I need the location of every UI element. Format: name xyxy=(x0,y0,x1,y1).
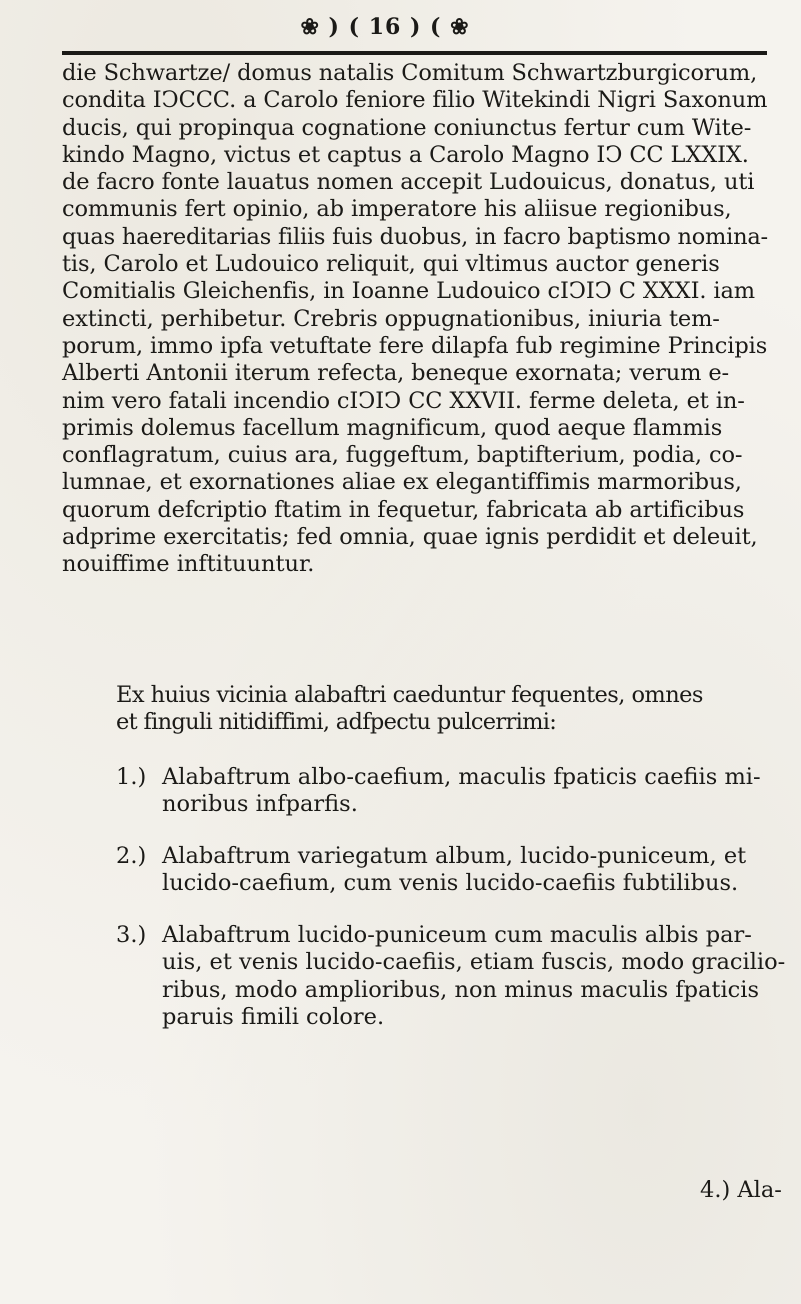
text-line: ribus, modo amplioribus, non minus maculis fpaticis xyxy=(162,976,760,1003)
list-item-number: 3.) xyxy=(116,922,147,948)
text-line: adprime exercitatis; fed omnia, quae ignis perdidit et deleuit, xyxy=(62,524,758,551)
text-line: extincti, perhibetur. Crebris oppugnationibus, iniuria tem- xyxy=(62,305,720,332)
list-item xyxy=(116,843,780,898)
text-line: die Schwartze/ domus natalis Comitum Schwartzburgicorum, xyxy=(62,60,758,86)
text-line: Comitialis Gleichenfis, in Ioanne Ludouico cIↃIↃ C XXXI. iam xyxy=(62,278,756,305)
list-item-number: 1.) xyxy=(116,764,147,790)
text-line: lumnae, et exornationes aliae ex elegantiffimis marmoribus, xyxy=(62,469,742,496)
text-line: quorum defcriptio ftatim in fequetur, fabricata ab artificibus xyxy=(62,496,745,523)
text-line: Alabaftrum lucido-puniceum cum maculis albis par- xyxy=(162,922,752,948)
text-line: et finguli nitidiffimi, adfpectu pulcerrimi: xyxy=(116,709,557,736)
text-line: condita IↃCCC. a Carolo feniore filio Witekindi Nigri Saxonum xyxy=(62,87,768,114)
text-line: conflagratum, cuius ara, fuggeftum, baptifterium, podia, co- xyxy=(62,442,743,469)
text-line: lucido-caefium, cum venis lucido-caefiis fubtilibus. xyxy=(162,870,739,897)
page-number: 16 xyxy=(368,14,402,40)
right-ornament-icon: ❀ xyxy=(450,14,470,40)
text-line: Alberti Antonii iterum refecta, beneque exornata; verum e- xyxy=(62,360,730,387)
text-line: quas haereditarias filiis fuis duobus, in facro baptismo nomina- xyxy=(62,223,768,250)
text-line: communis fert opinio, ab imperatore his aliisue regionibus, xyxy=(62,196,732,223)
left-ornament-icon: ❀ xyxy=(300,14,320,40)
text-line: primis dolemus facellum magnificum, quod aeque flammis xyxy=(62,414,723,441)
text-line: kindo Magno, victus et captus a Carolo Magno IↃ CC LXXIX. xyxy=(62,141,749,168)
text-line: nouiffime inftituuntur. xyxy=(62,551,315,578)
paragraph-main xyxy=(62,60,774,579)
text-line: uis, et venis lucido-caefiis, etiam fuscis, modo gracilio- xyxy=(162,949,786,976)
text-line: Ex huius vicinia alabaftri caeduntur fequentes, omnes xyxy=(116,682,703,708)
text-line: tis, Carolo et Ludouico reliquit, qui vltimus auctor generis xyxy=(62,251,720,278)
header-rule xyxy=(62,51,767,55)
text-line: Alabaftrum variegatum album, lucido-puniceum, et xyxy=(162,843,747,869)
paragraph-intro-list xyxy=(116,682,776,737)
list-item xyxy=(116,764,780,819)
text-line: paruis fimili colore. xyxy=(162,1003,385,1030)
text-line: porum, immo ipfa vetuftate fere dilapfa fub regimine Principis xyxy=(62,332,768,359)
text-line: de facro fonte lauatus nomen accepit Ludouicus, donatus, uti xyxy=(62,169,755,196)
text-line: Alabaftrum albo-caefium, maculis fpaticis caefiis mi- xyxy=(162,764,761,790)
text-line: ducis, qui propinqua cognatione coniunctus fertur cum Wite- xyxy=(62,114,752,141)
text-line: nim vero fatali incendio cIↃIↃ CC XXVII. ferme deleta, et in- xyxy=(62,387,745,414)
list-item-number: 2.) xyxy=(116,843,147,869)
list-item xyxy=(116,922,786,1031)
text-line: noribus infparfis. xyxy=(162,791,358,818)
catchword: 4.) Ala- xyxy=(700,1177,782,1203)
page-header: ❀ ) ( 16 ) ( ❀ xyxy=(300,14,470,40)
